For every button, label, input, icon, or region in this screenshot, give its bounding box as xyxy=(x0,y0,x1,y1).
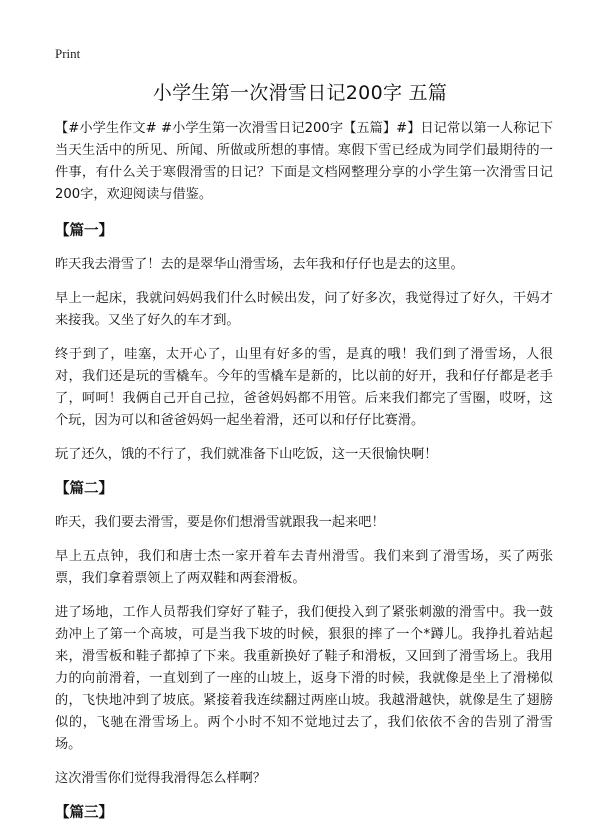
article-title: 小学生第一次滑雪日记200字 五篇 xyxy=(152,82,448,104)
print-link[interactable]: Print xyxy=(55,46,81,61)
paragraph: 昨天，我们要去滑雪，要是你们想滑雪就跟我一起来吧！ xyxy=(55,515,385,530)
paragraph: 进了场地，工作人员帮我们穿好了鞋子，我们便投入到了紧张刺激的滑雪中。我一鼓劲冲上了第一个高坡，可是当我下坡的时候，狠狠的摔了一个*蹲儿。我挣扎着站起来，滑雪板和鞋子都掉了下来。我重新换好了鞋子和滑板，又回到了滑雪场上。我用力的向前滑着，一直划到了一座的山坡上，返身下滑的时候，我就像是坐上了滑梯似的，飞快地冲到了坡底。紧接着我连续翻过两座山坡。我越滑越快，就像是生了翅膀似的，飞驰在滑雪场上。两个小时不知不觉地过去了，我们依依不舍的告别了滑雪场。 xyxy=(55,605,553,752)
section-heading-2: 【篇二】 xyxy=(55,481,113,497)
paragraph: 早上五点钟，我们和唐士杰一家开着车去青州滑雪。我们来到了滑雪场，买了两张票，我们拿着票领上了两双鞋和两套滑板。 xyxy=(55,549,553,586)
paragraph: 昨天我去滑雪了！去的是翠华山滑雪场，去年我和仔仔也是去的这里。 xyxy=(55,257,464,272)
paragraph: 玩了还久，饿的不行了，我们就准备下山吃饭，这一天很愉快啊！ xyxy=(55,447,438,462)
section-heading-1: 【篇一】 xyxy=(55,223,113,239)
article-body xyxy=(55,118,553,836)
paragraph: 这次滑雪你们觉得我滑得怎么样啊？ xyxy=(55,771,266,786)
paragraph: 早上一起床，我就问妈妈我们什么时候出发，问了好多次，我觉得过了好久，干妈才来接我。又坐了好久的车才到。 xyxy=(55,291,553,328)
intro-paragraph: 【#小学生作文# #小学生第一次滑雪日记200字【五篇】#】日记常以第一人称记下当天生活中的所见、所闻、所做或所想的事情。寒假下雪已经成为同学们最期待的一件事，有什么关于寒假滑雪的日记？下面是文档网整理分享的小学生第一次滑雪日记200字，欢迎阅读与借鉴。 xyxy=(55,121,553,202)
paragraph: 终于到了，哇塞，太开心了，山里有好多的雪，是真的哦！我们到了滑雪场，人很对，我们还是玩的雪橇车。今年的雪橇车是新的，比以前的好开，我和仔仔都是老手了，呵呵！我俩自己开自己拉，爸爸妈妈都不用管。后来我们都完了雪圈，哎呀，这个玩，因为可以和爸爸妈妈一起坐着滑，还可以和仔仔比赛滑。 xyxy=(55,347,553,428)
section-heading-3: 【篇三】 xyxy=(55,805,113,821)
